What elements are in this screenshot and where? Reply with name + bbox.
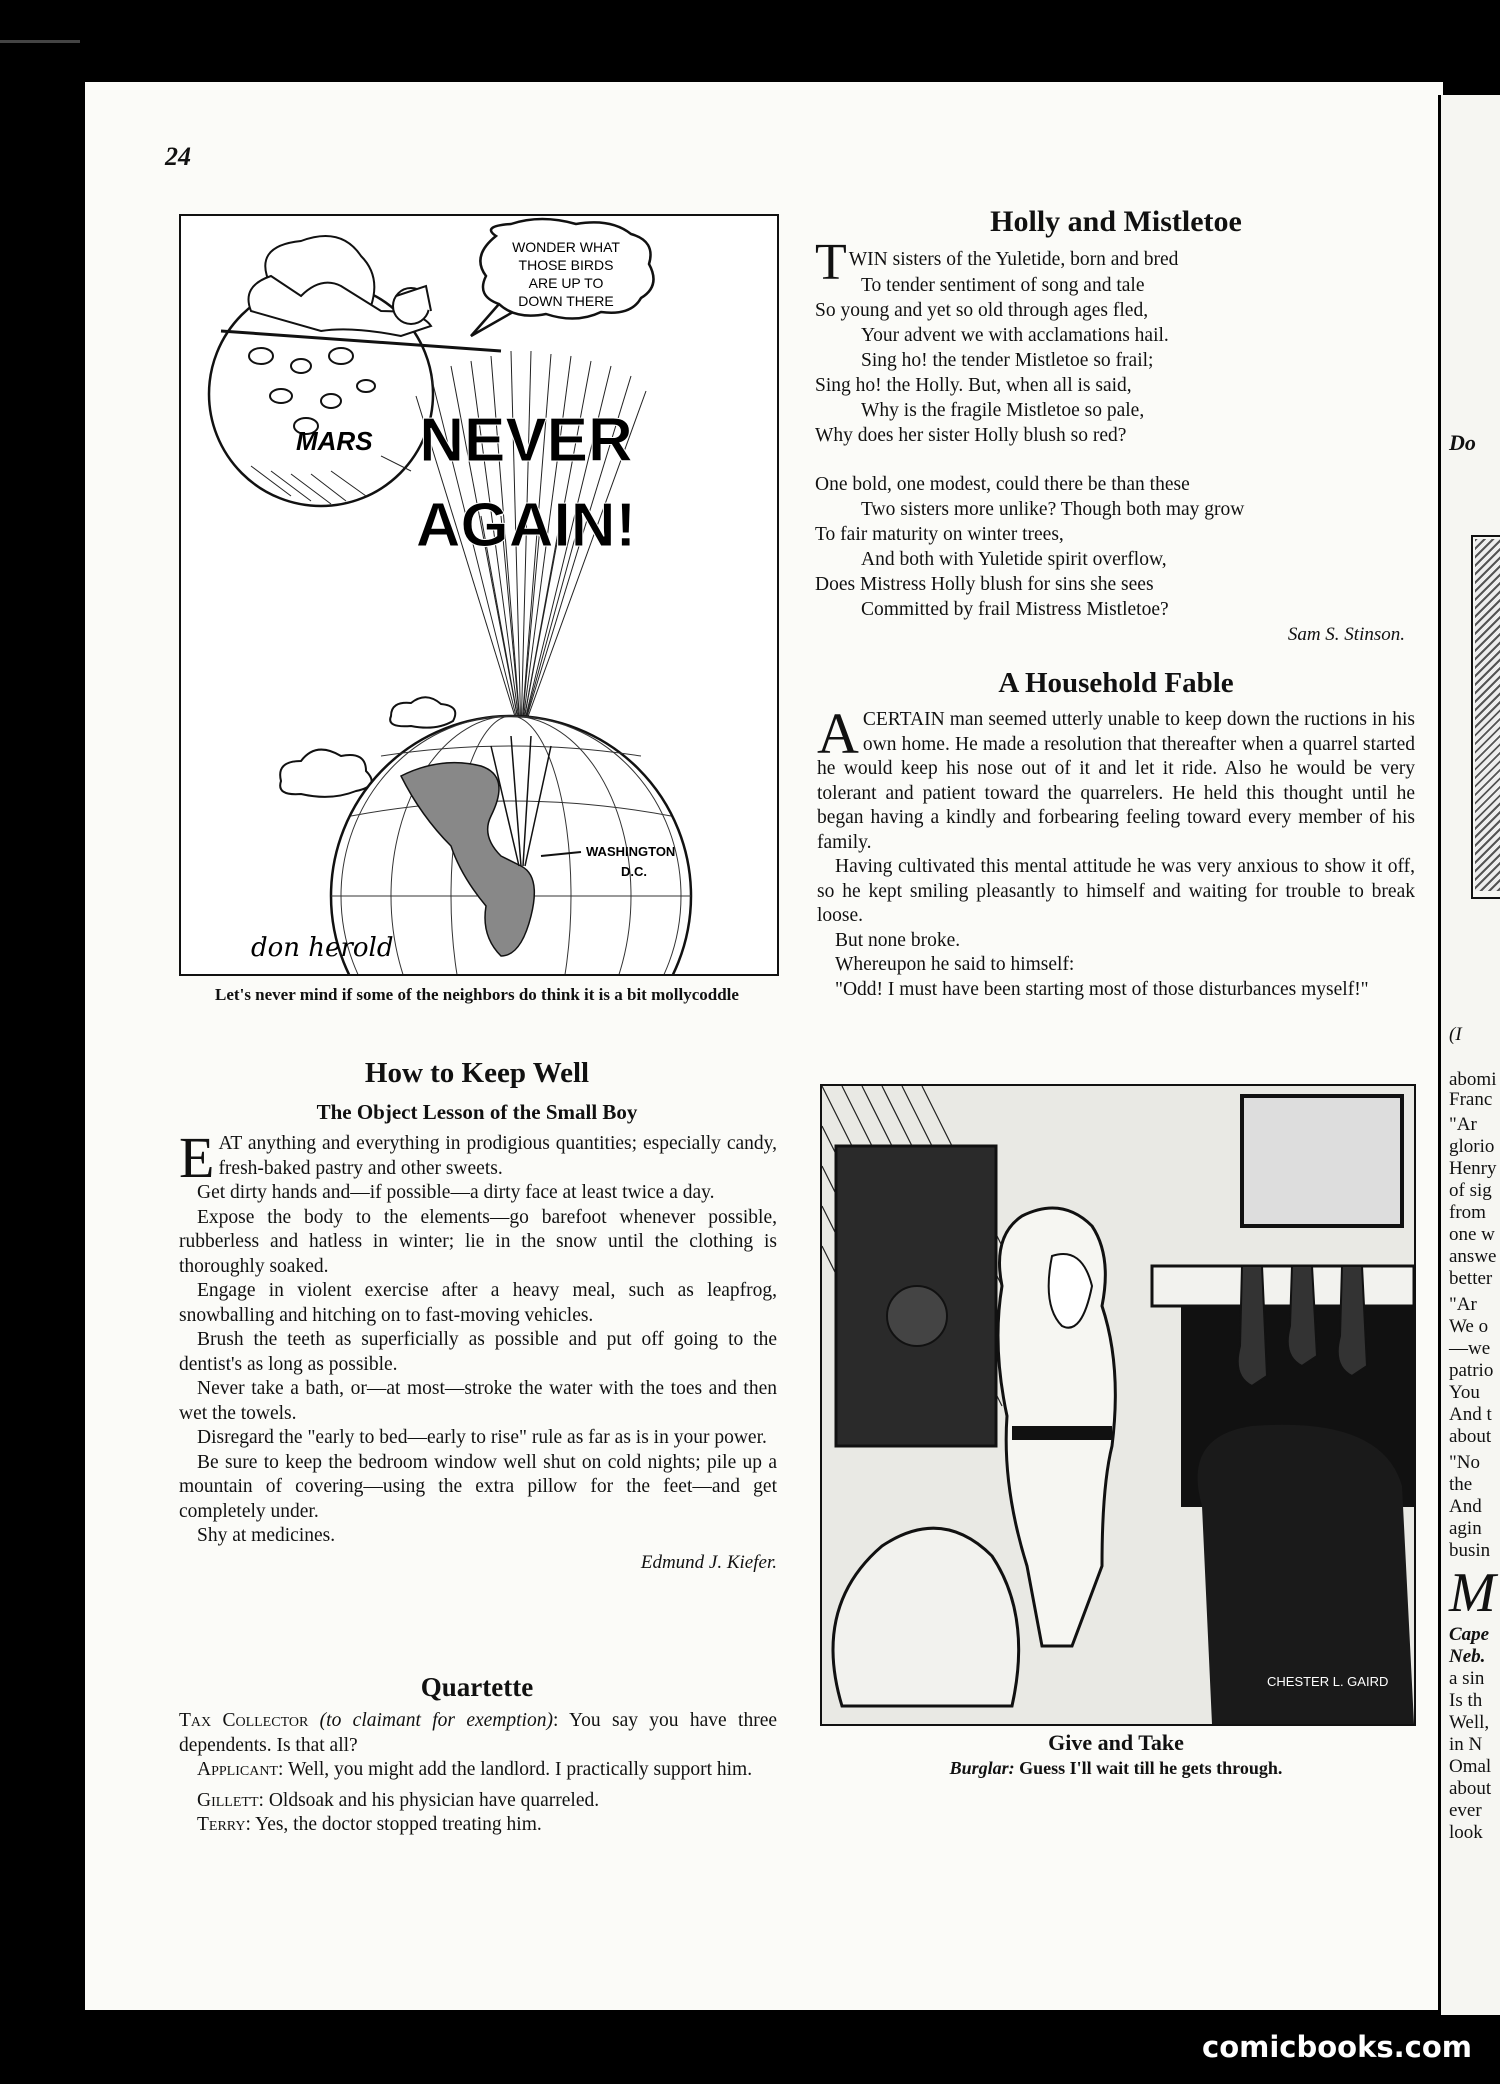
santa-illustration [820, 1084, 1416, 1726]
cartoon-caption: Let's never mind if some of the neighbors do think it is a bit mollycoddle [215, 985, 739, 1004]
holly-title: Holly and Mistletoe [990, 205, 1242, 238]
fragment: M [1449, 1562, 1496, 1624]
holly-author: Sam S. Stinson. [1287, 624, 1405, 645]
fragment: from [1449, 1202, 1486, 1223]
fragment: better [1449, 1268, 1493, 1289]
how-to-keep-well-subtitle: The Object Lesson of the Small Boy [316, 1100, 638, 1124]
fragment: about [1449, 1778, 1492, 1799]
fragment: agin [1449, 1518, 1482, 1539]
poem-line: Why is the fragile Mistletoe so pale, [861, 400, 1145, 421]
speech-line-4: DOWN THERE [518, 293, 614, 309]
speech-line-1: WONDER WHAT [512, 239, 620, 255]
fragment: Is th [1449, 1690, 1483, 1711]
poem-line: Two sisters more unlike? Though both may grow [861, 499, 1245, 520]
fragment: We o [1449, 1316, 1489, 1337]
poem-line: So young and yet so old through ages fled, [815, 300, 1149, 321]
fragment: Cape [1449, 1624, 1490, 1645]
fragment: look [1449, 1822, 1483, 1843]
speaker-terry: Terry [197, 1814, 246, 1835]
poem-line: Does Mistress Holly blush for sins she sees [815, 574, 1154, 595]
illustration-title: Give and Take [1048, 1730, 1184, 1755]
fragment: —we [1449, 1338, 1491, 1359]
terry-line: Yes, the doctor stopped treating him. [255, 1814, 542, 1835]
fragment: the [1449, 1474, 1473, 1495]
fable-p4: Whereupon he said to himself: [835, 954, 1075, 975]
keep-well-p9: Shy at medicines. [197, 1525, 336, 1546]
stocking-3 [1338, 1266, 1367, 1376]
burglar-face [887, 1286, 947, 1346]
separator: : [258, 1789, 264, 1811]
separator: : [277, 1759, 284, 1780]
facing-image [1475, 539, 1500, 891]
fragment: one w [1449, 1224, 1495, 1245]
fragment: a sin [1449, 1668, 1485, 1689]
illustrator-signature: CHESTER L. GAIRD [1267, 1674, 1389, 1689]
fragment: Well, [1449, 1712, 1490, 1733]
poem-line: Committed by frail Mistress Mistletoe? [861, 599, 1169, 620]
separator: : [552, 1710, 559, 1731]
fragment: Henry [1449, 1158, 1497, 1179]
poem-stanza-1 [815, 234, 1415, 448]
gillett-line: Oldsoak and his physician have quarreled. [268, 1789, 600, 1811]
never-text: NEVER [419, 406, 633, 475]
speaker-applicant: Applicant [197, 1759, 278, 1780]
fragment: Do [1449, 430, 1476, 455]
keep-well-p7: Disregard the "early to bed—early to rise" rule as far as is in your power. [197, 1427, 767, 1448]
page-number: 24 [165, 142, 191, 171]
dropcap-t: T [815, 234, 847, 291]
speech-line-3: ARE UP TO [528, 275, 604, 291]
fragment: "Ar [1449, 1114, 1477, 1135]
keep-well-p3: Expose the body to the elements—go barefoot whenever possible, rubberless and hatless in winter; lie in the snow until the clothing is thoroughly soaked. [179, 1206, 777, 1277]
editorial-cartoon [179, 214, 779, 976]
mantel [1152, 1266, 1414, 1306]
fragment: answe [1449, 1246, 1497, 1267]
poem-line: And both with Yuletide spirit overflow, [861, 549, 1167, 570]
fragment: Neb. [1449, 1646, 1486, 1667]
fragment: glorio [1449, 1136, 1495, 1157]
fable-body [817, 701, 1415, 1002]
illustration-caption [820, 1758, 1412, 1779]
fragment: And t [1449, 1404, 1492, 1425]
keep-well-p6: Never take a bath, or—at most—stroke the water with the toes and then wet the towels. [179, 1378, 777, 1424]
speech-line-2: THOSE BIRDS [518, 257, 614, 273]
applicant-line: Well, you might add the landlord. I practically support him. [287, 1759, 753, 1780]
stocking-2 [1288, 1266, 1317, 1366]
quartette-line-1 [179, 1709, 777, 1758]
holly-poem [815, 234, 1415, 647]
fragment: You [1449, 1382, 1480, 1403]
separator: : [245, 1814, 251, 1835]
poem-line: Your advent we with acclamations hail. [861, 325, 1169, 346]
fragment: ever [1449, 1800, 1482, 1821]
poem-line-text: WIN sisters of the Yuletide, born and bred [848, 249, 1179, 270]
keep-well-p2: Get dirty hands and—if possible—a dirty face at least twice a day. [197, 1182, 715, 1203]
keep-well-p8: Be sure to keep the bedroom window well shut on cold nights; pile up a mountain of covering—using the extra pillow for the feet—and get completely under. [179, 1451, 777, 1522]
keep-well-p4: Engage in violent exercise after a heavy meal, such as leapfrog, snowballing and hitching on to fast-moving vehicles. [179, 1280, 777, 1326]
fragment: busin [1449, 1540, 1491, 1561]
poem-line: One bold, one modest, could there be than these [815, 474, 1190, 495]
keep-well-p5: Brush the teeth as superficially as possible and put off going to the dentist's as long as possible. [179, 1329, 777, 1375]
cloud-right [390, 697, 455, 727]
poem-line: Sing ho! the Holly. But, when all is said, [815, 375, 1132, 396]
cartoon-drawing [181, 216, 777, 974]
dropcap-e: E [179, 1125, 215, 1190]
fragment: patrio [1449, 1360, 1494, 1381]
site-watermark: comicbooks.com [1202, 2030, 1472, 2064]
caption-text: Guess I'll wait till he gets through. [1019, 1758, 1283, 1778]
again-text: AGAIN! [415, 491, 637, 560]
santa-belt [1012, 1426, 1112, 1440]
magazine-page [85, 82, 1443, 2010]
how-to-keep-well-body [179, 1125, 777, 1575]
how-to-keep-well-title: How to Keep Well [364, 1057, 590, 1089]
fragment: abomi [1449, 1069, 1497, 1090]
poem-line: Sing ho! the tender Mistletoe so frail; [861, 350, 1154, 371]
fragment: (I [1449, 1024, 1462, 1045]
fable-p3: But none broke. [835, 929, 961, 951]
fable-title: A Household Fable [998, 667, 1234, 699]
fable-p5: "Odd! I must have been starting most of those disturbances myself!" [835, 978, 1369, 1000]
poem-line: To tender sentiment of song and tale [861, 275, 1145, 296]
mars-label: MARS [296, 426, 373, 456]
fragment: And [1449, 1496, 1482, 1517]
poem-line: Why does her sister Holly blush so red? [815, 425, 1127, 446]
quartette-title: Quartette [420, 1672, 534, 1702]
caption-speaker: Burglar: [949, 1758, 1015, 1778]
facing-page-edge [1438, 95, 1500, 2015]
city-label-2: D.C. [621, 864, 647, 879]
poem-stanza-2 [815, 472, 1415, 622]
keep-well-author: Edmund J. Kiefer. [640, 1551, 777, 1573]
fable-p2: Having cultivated this mental attitude he was very anxious to show it off, so he kept smiling pleasantly to himself and waiting for trouble to break loose. [817, 856, 1415, 926]
dropcap-a: A [817, 701, 859, 766]
quartette-line-2 [179, 1758, 777, 1783]
city-label-1: WASHINGTON [586, 844, 676, 859]
quartette-line-4 [179, 1813, 777, 1838]
fragment: "No [1449, 1452, 1480, 1473]
tax-collector-line: You say you have three dependents. Is that all? [179, 1710, 778, 1756]
fragment: of sig [1449, 1180, 1492, 1201]
quartette-line-3 [179, 1789, 777, 1814]
illustration-drawing [822, 1086, 1414, 1724]
speaker-gillett: Gillett [197, 1789, 259, 1811]
fable-p1: CERTAIN man seemed utterly unable to keep down the ructions in his own home. He made a resolution that thereafter when a quarrel started he would keep his nose out of it and let it ride. Also he would be very tolerant and patient toward the quarrelers. He held this thought until he began having a kindly and forbearing feeling toward every member of his family. [817, 709, 1415, 853]
fragment: "Ar [1449, 1294, 1477, 1315]
fragment: Franc [1449, 1089, 1493, 1110]
poem-line: To fair maturity on winter trees, [815, 524, 1064, 545]
quartette-body [179, 1709, 777, 1838]
picture-frame [1242, 1096, 1402, 1226]
cloud-left [280, 750, 371, 797]
fragment: about [1449, 1426, 1492, 1447]
fragment: in N [1449, 1734, 1483, 1755]
scan-edge-mark [0, 40, 80, 43]
keep-well-p1: AT anything and everything in prodigious quantities; especially candy, fresh-baked pastry and other sweets. [218, 1133, 777, 1179]
stage-direction: (to claimant for exemption) [319, 1710, 553, 1731]
speaker-tax-collector: Tax Collector [179, 1710, 309, 1731]
fragment: Omal [1449, 1756, 1492, 1777]
cartoonist-signature: don herold [251, 933, 394, 963]
stocking-1 [1238, 1266, 1267, 1386]
